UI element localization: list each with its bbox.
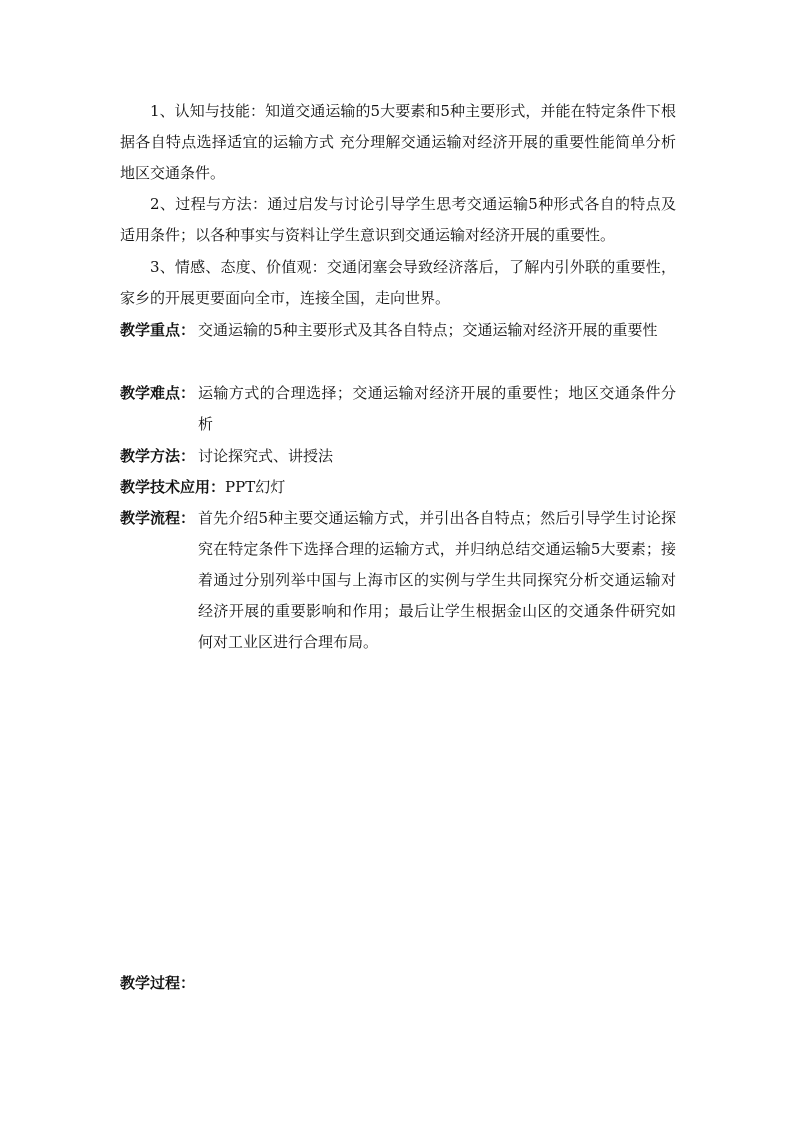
objective-knowledge-skills: 1、认知与技能：知道交通运输的5大要素和5种主要形式，并能在特定条件下根据各自特点选择适宜的运输方式 充分理解交通运输对经济开展的重要性能简单分析地区交通条件。 — [120, 102, 676, 182]
methods-row — [120, 441, 676, 472]
key-points-label: 教学重点： — [120, 321, 196, 339]
methods-label: 教学方法： — [120, 447, 196, 465]
flow-text: 首先介绍5种主要交通运输方式，并引出各自特点；然后引导学生讨论探究在特定条件下选择合理的运输方式，并归纳总结交通运输5大要素；接着通过分别列举中国与上海市区的实例与学生共同探究分析交通运输对经济开展的重要影响和作用；最后让学生根据金山区的交通条件研究如何对工业区进行合理布局。 — [198, 509, 676, 651]
process-label: 教学过程： — [120, 974, 196, 992]
difficulties-text: 运输方式的合理选择；交通运输对经济开展的重要性；地区交通条件分析 — [198, 384, 676, 433]
flow-row — [120, 503, 676, 658]
methods-text: 讨论探究式、讲授法 — [198, 447, 334, 465]
objective-attitudes-values: 3、情感、态度、价值观：交通闭塞会导致经济落后，了解内引外联的重要性，家乡的开展更要面向全市，连接全国，走向世界。 — [120, 258, 676, 307]
technology-text: PPT幻灯 — [225, 478, 286, 496]
key-points-text: 交通运输的5种主要形式及其各自特点；交通运输对经济开展的重要性 — [198, 321, 658, 339]
difficulties-row — [120, 378, 676, 440]
key-points-row — [120, 315, 676, 346]
flow-label: 教学流程： — [120, 509, 196, 527]
difficulties-label: 教学难点： — [120, 384, 196, 402]
process-row — [120, 968, 676, 999]
technology-label: 教学技术应用： — [120, 478, 226, 496]
objective-process-methods: 2、过程与方法：通过启发与讨论引导学生思考交通运输5种形式各自的特点及适用条件；以各种事实与资料让学生意识到交通运输对经济开展的重要性。 — [120, 195, 676, 244]
technology-row — [120, 472, 676, 503]
